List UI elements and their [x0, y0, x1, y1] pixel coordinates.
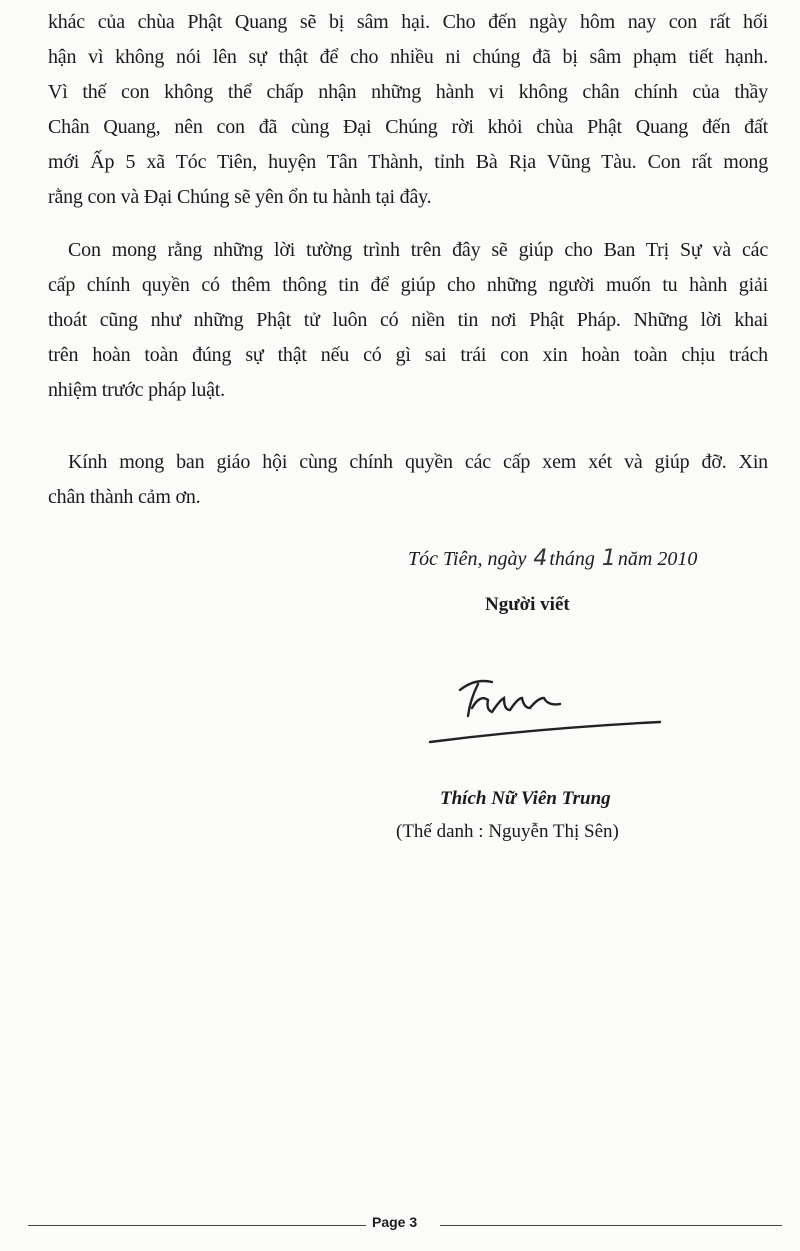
- text-line: mới Ấp 5 xã Tóc Tiên, huyện Tân Thành, tỉnh Bà Rịa Vũng Tàu. Con rất mong: [48, 151, 768, 173]
- text-line: hận vì không nói lên sự thật để cho nhiều ni chúng đã bị sâm phạm tiết hạnh.: [48, 46, 768, 68]
- handwritten-month: 1: [601, 546, 616, 571]
- footer-rule-right: [440, 1225, 782, 1226]
- year-label: năm 2010: [617, 548, 698, 570]
- text-line: Con mong rằng những lời tường trình trên đây sẽ giúp cho Ban Trị Sự và các: [68, 239, 768, 261]
- text-line: rằng con và Đại Chúng sẽ yên ổn tu hành tại đây.: [48, 186, 432, 208]
- writer-label: Người viết: [485, 594, 570, 615]
- text-line: khác của chùa Phật Quang sẽ bị sâm hại. Cho đến ngày hôm nay con rất hối: [48, 11, 768, 33]
- text-line: trên hoàn toàn đúng sự thật nếu có gì sai trái con xin hoàn toàn chịu trách: [48, 344, 768, 366]
- text-line: Chân Quang, nên con đã cùng Đại Chúng rời khỏi chùa Phật Quang đến đất: [48, 116, 768, 138]
- text-line: nhiệm trước pháp luật.: [48, 379, 225, 401]
- text-line: Kính mong ban giáo hội cùng chính quyền các cấp xem xét và giúp đỡ. Xin: [68, 451, 768, 473]
- signer-alias: (Thế danh : Nguyễn Thị Sên): [396, 821, 619, 842]
- signer-name: Thích Nữ Viên Trung: [440, 788, 611, 809]
- footer-rule-left: [28, 1225, 366, 1226]
- month-label: tháng: [549, 548, 595, 570]
- text-line: thoát cũng như những Phật tử luôn có niền tin nơi Phật Pháp. Những lời khai: [48, 309, 768, 331]
- date-prefix: Tóc Tiên, ngày: [408, 548, 527, 570]
- page-number: Page 3: [372, 1214, 418, 1230]
- handwritten-signature: [420, 660, 670, 750]
- handwritten-day: 4: [533, 546, 548, 571]
- text-line: chân thành cảm ơn.: [48, 486, 201, 508]
- text-line: Vì thế con không thể chấp nhận những hành vi không chân chính của thầy: [48, 81, 768, 103]
- text-line: cấp chính quyền có thêm thông tin để giúp cho những người muốn tu hành giải: [48, 274, 768, 296]
- date-line: [408, 546, 697, 571]
